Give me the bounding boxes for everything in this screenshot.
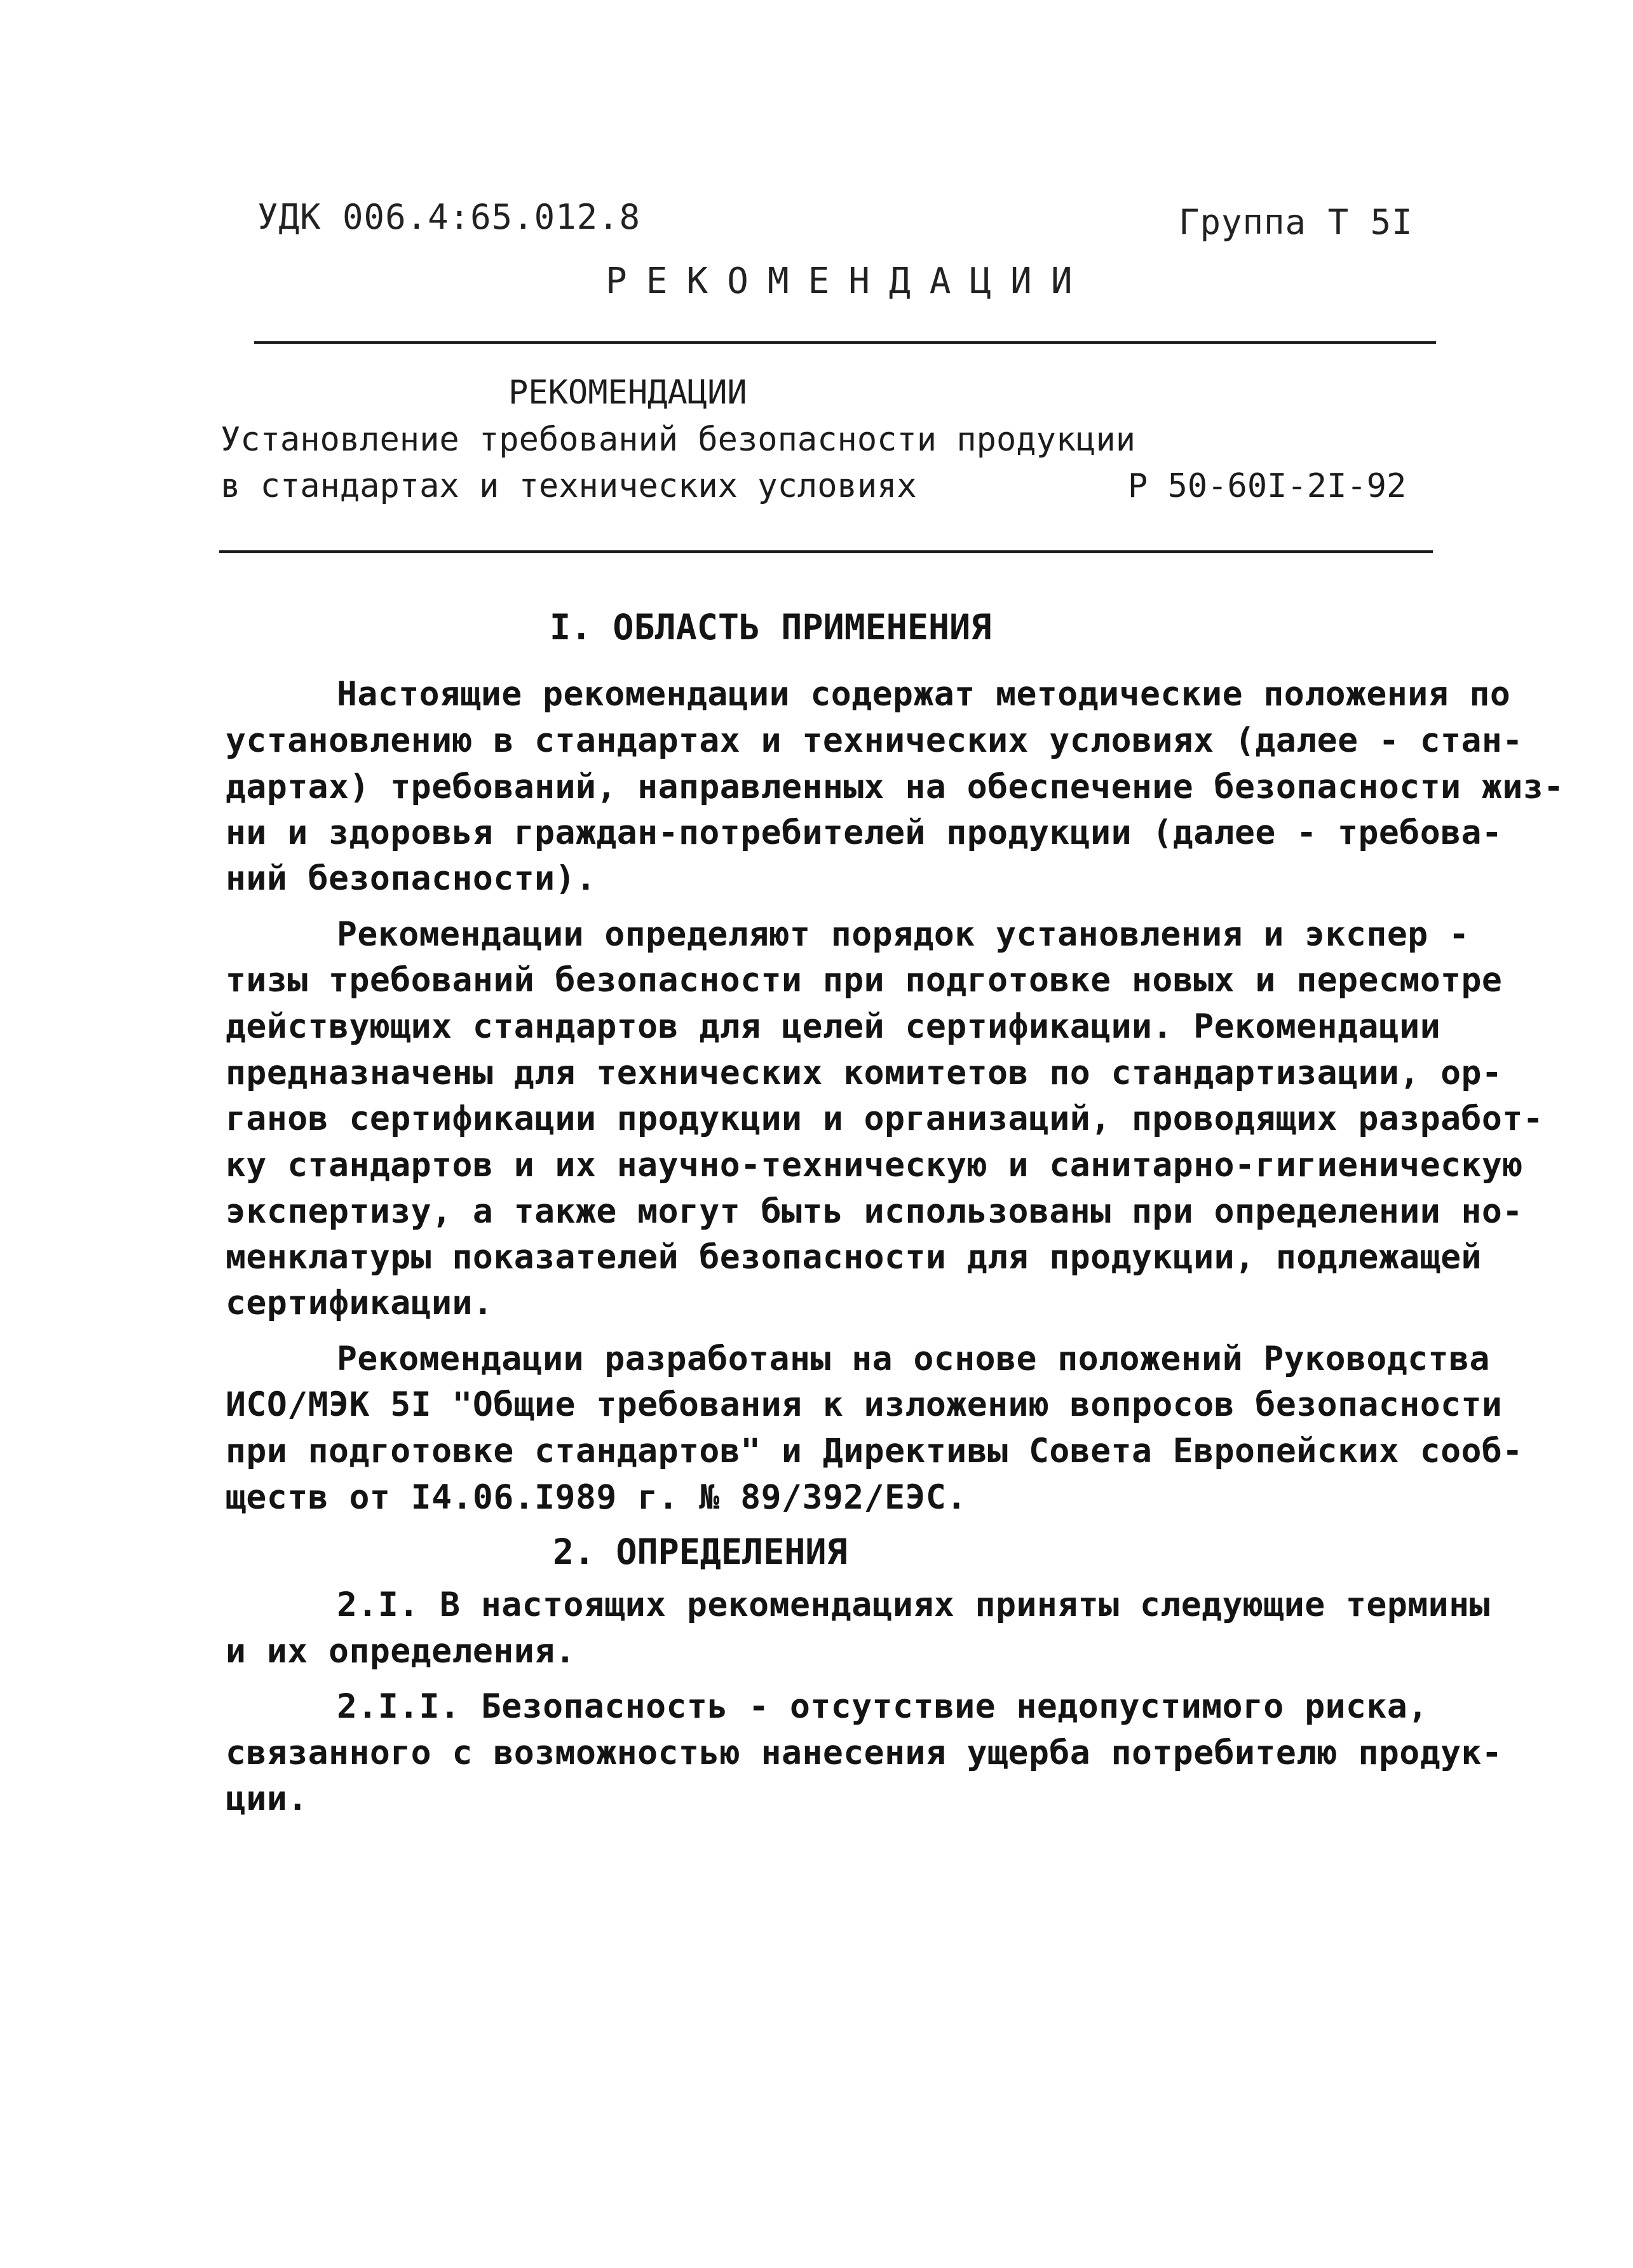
doc-title-line-2: в стандартах и технических условиях bbox=[220, 467, 917, 505]
section-1-line: ществ от I4.06.I989 г. № 89/392/ЕЭС. bbox=[226, 1478, 967, 1517]
section-1-line: действующих стандартов для целей сертификации. Рекомендации bbox=[226, 1007, 1441, 1046]
section-1-line: предназначены для технических комитетов по стандартизации, ор- bbox=[226, 1054, 1503, 1092]
section-1-heading: I. ОБЛАСТЬ ПРИМЕНЕНИЯ bbox=[550, 607, 992, 648]
section-2-line: 2.I. В настоящих рекомендациях приняты следующие термины bbox=[337, 1586, 1490, 1624]
section-1-line: сертификации. bbox=[226, 1284, 494, 1322]
bottom-rule bbox=[219, 550, 1433, 553]
section-1-line: установлению в стандартах и технических условиях (далее - стан- bbox=[226, 721, 1523, 760]
section-2-heading: 2. ОПРЕДЕЛЕНИЯ bbox=[553, 1531, 848, 1572]
group-label: Группа Т 5I bbox=[1179, 202, 1413, 242]
section-1-line: ганов сертификации продукции и организаций, проводящих разработ- bbox=[226, 1099, 1544, 1138]
section-1-line: Рекомендации определяют порядок установления и экспер - bbox=[337, 915, 1470, 954]
top-rule bbox=[254, 341, 1436, 344]
section-1-line: менклатуры показателей безопасности для продукции, подлежащей bbox=[226, 1238, 1482, 1277]
page-title: РЕКОМЕНДАЦИИ bbox=[606, 261, 1092, 302]
doc-title-line-1: Установление требований безопасности продукции bbox=[220, 421, 1136, 459]
section-1-line: ни и здоровья граждан-потребителей продукции (далее - требова- bbox=[226, 813, 1503, 852]
section-2-line: ции. bbox=[226, 1779, 308, 1818]
section-1-line: при подготовке стандартов" и Директивы Совета Европейских сооб- bbox=[226, 1432, 1523, 1470]
section-1-line: ку стандартов и их научно-техническую и санитарно-гигиеническую bbox=[226, 1146, 1523, 1185]
section-1-line: ИСО/МЭК 5I "Общие требования к изложению вопросов безопасности bbox=[226, 1385, 1503, 1424]
section-1-line: тизы требований безопасности при подготовке новых и пересмотре bbox=[226, 961, 1503, 1000]
section-1-line: дартах) требований, направленных на обеспечение безопасности жиз- bbox=[226, 768, 1564, 806]
section-1-line: экспертизу, а также могут быть использованы при определении но- bbox=[226, 1192, 1523, 1231]
section-1-line: Рекомендации разработаны на основе положений Руководства bbox=[337, 1340, 1490, 1378]
section-1-line: ний безопасности). bbox=[226, 859, 597, 898]
section-2-line: связанного с возможностью нанесения ущерба потребителю продук- bbox=[226, 1734, 1503, 1772]
udk-code: УДК 006.4:65.012.8 bbox=[257, 197, 641, 237]
doc-code: Р 50-60I-2I-92 bbox=[1128, 467, 1407, 505]
section-1-line: Настоящие рекомендации содержат методические положения по bbox=[337, 675, 1511, 714]
doc-kind: РЕКОМЕНДАЦИИ bbox=[508, 374, 747, 412]
section-2-line: 2.I.I. Безопасность - отсутствие недопустимого риска, bbox=[337, 1687, 1428, 1726]
section-2-line: и их определения. bbox=[226, 1632, 576, 1671]
